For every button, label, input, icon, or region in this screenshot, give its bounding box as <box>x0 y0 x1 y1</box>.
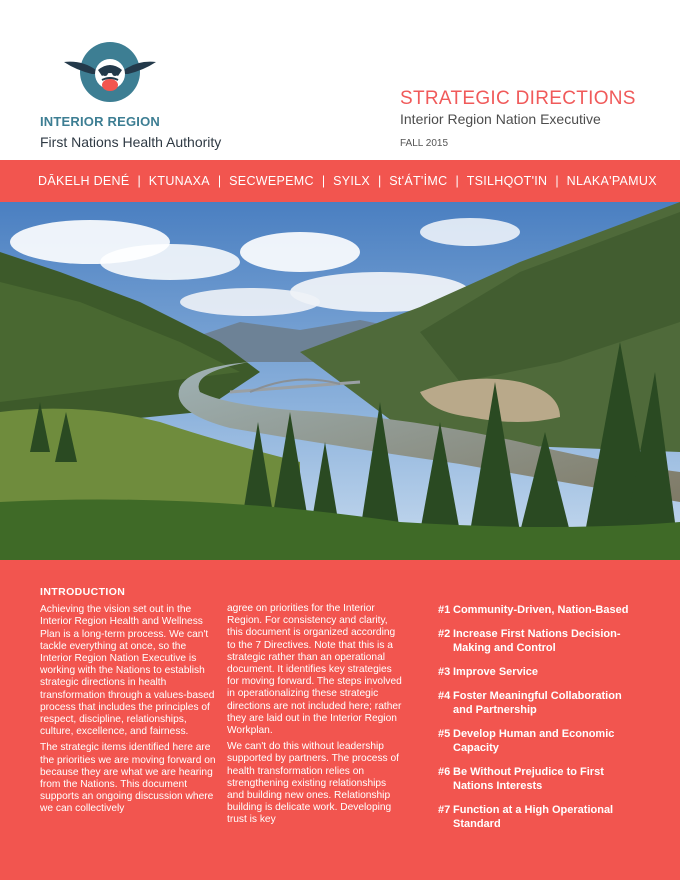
publication-date: FALL 2015 <box>400 138 449 149</box>
separator: | <box>217 174 222 188</box>
directive-text: Improve Service <box>453 666 538 678</box>
intro-paragraph: agree on priorities for the Interior Region. For consistency and clarity, this document is organized according to the 7 Directives. Note that this is a strategic rather than an operational document. It identifies key strategies for moving forward. The steps involved in operationalizing these strategic directions are not included here; rather they are laid out in the Interior Region Workplan. <box>227 603 402 737</box>
page-subtitle: Interior Region Nation Executive <box>400 111 601 127</box>
nation-name: KTUNAXA <box>148 174 210 188</box>
separator: | <box>455 174 459 188</box>
intro-column-1 <box>40 586 218 820</box>
directive-item <box>438 689 638 717</box>
river-valley-image <box>0 202 680 560</box>
directive-number: #2 <box>438 628 451 640</box>
directive-text: Increase First Nations Decision-Making and Control <box>453 628 621 654</box>
nation-name: St'ÁT'İMC <box>389 174 448 188</box>
directive-number: #6 <box>438 766 451 778</box>
nation-name: TSILHQOT'IN <box>466 174 548 188</box>
directive-text: Be Without Prejudice to First Nations Interests <box>453 766 604 792</box>
content-panel <box>0 560 680 880</box>
separator: | <box>378 174 382 188</box>
separator: | <box>555 174 559 188</box>
page-title: STRATEGIC DIRECTIONS <box>400 88 636 109</box>
directive-number: #3 <box>438 666 451 678</box>
intro-paragraph: We can't do this without leadership supported by partners. The process of health transformation relies on strengthening existing relationships and building new ones. Relationship building is delicate work. Developing trust is key <box>227 741 399 826</box>
org-name: First Nations Health Authority <box>40 134 222 150</box>
separator: | <box>137 174 141 188</box>
directive-number: #7 <box>438 804 451 816</box>
directive-item <box>438 727 638 755</box>
fnha-logo <box>62 40 158 108</box>
eagle-logo-icon <box>62 40 158 108</box>
header <box>0 0 680 160</box>
nation-name: NLAKA'PAMUX <box>566 174 657 188</box>
directive-text: Foster Meaningful Collaboration and Partnership <box>453 690 622 716</box>
nation-name: SECWEPEMC <box>229 174 314 188</box>
intro-paragraph: The strategic items identified here are the priorities we are moving forward on because they are what we are hearing from the Nations. This document supports an ongoing discussion where we can collectively <box>40 742 216 815</box>
directive-text: Develop Human and Economic Capacity <box>453 728 615 754</box>
directive-item <box>438 603 638 617</box>
nation-name: SYILX <box>333 174 371 188</box>
directive-number: #4 <box>438 690 451 702</box>
directive-item <box>438 765 638 793</box>
org-region: INTERIOR REGION <box>40 114 161 129</box>
nation-name: DĀKELH DENÉ <box>38 174 130 188</box>
directive-number: #5 <box>438 728 451 740</box>
directive-item <box>438 627 638 655</box>
directives-list <box>438 603 638 841</box>
landscape-photo <box>0 202 680 560</box>
directive-text: Function at a High Operational Standard <box>453 804 614 830</box>
directive-text: Community-Driven, Nation-Based <box>453 604 629 616</box>
intro-column-2 <box>227 603 405 831</box>
directive-number: #1 <box>438 604 451 616</box>
intro-paragraph: Achieving the vision set out in the Interior Region Health and Wellness Plan is a long-term process. We can't tackle everything at once, so the Interior Region Nation Executive is working with the Nations to establish strategic directions in health transformation through a values-based process that includes the principles of respect, discipline, relationships, culture, excellence, and fairness. <box>40 604 215 738</box>
directive-item <box>438 803 638 831</box>
directive-item <box>438 665 638 679</box>
nations-band <box>0 160 680 202</box>
section-heading: INTRODUCTION <box>40 586 126 598</box>
separator: | <box>321 174 326 188</box>
